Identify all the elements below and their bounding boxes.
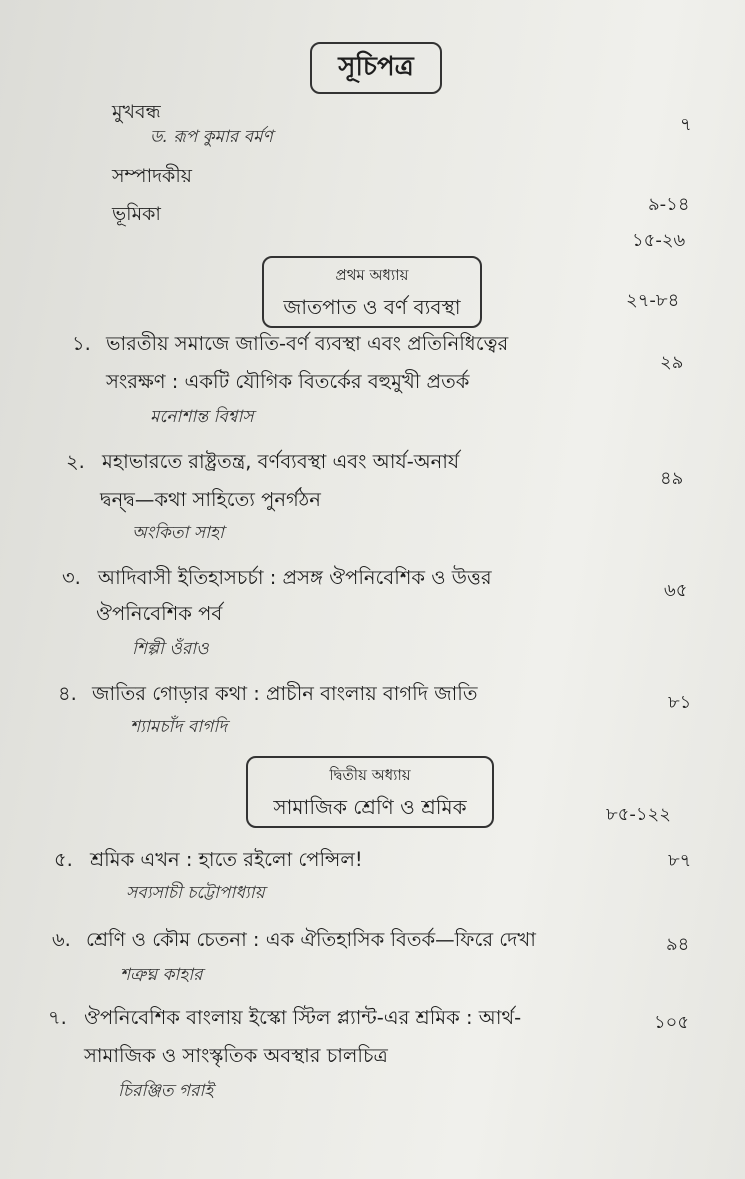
article-author: শিল্পী ওঁরাও [132, 639, 209, 659]
article-author: সব্যসাচী চট্টোপাধ্যায় [126, 883, 265, 903]
article-page: ৪৯ [660, 468, 684, 489]
article-page: ৮১ [668, 692, 692, 713]
article-number: ৩. [62, 566, 81, 589]
article-title: মহাভারতে রাষ্ট্রতন্ত্র, বর্ণব্যবস্থা এবং আর্য-অনার্য [102, 450, 460, 473]
article-number: ২. [66, 450, 85, 473]
chapter-number: দ্বিতীয় অধ্যায় [329, 766, 411, 784]
article-page: ৮৭ [668, 850, 692, 871]
article-page: ১০৫ [654, 1012, 690, 1033]
article-page: ২৯ [660, 352, 684, 373]
front-matter-page: ১৫-২৬ [632, 230, 686, 251]
article-number: ১. [72, 332, 91, 355]
chapter-title: জাতপাত ও বর্ণ ব্যবস্থা [283, 295, 461, 319]
article-title: শ্রমিক এখন : হাতে রইলো পেন্সিল! [90, 848, 363, 871]
article-title: আদিবাসী ইতিহাসচর্চা : প্রসঙ্গ ঔপনিবেশিক ও উত্তর [98, 566, 492, 589]
article-author: শ্যামচাঁদ বাগদি [130, 717, 228, 737]
chapter-heading-box [262, 256, 482, 328]
article-number: ৪. [58, 682, 77, 705]
chapter-number: প্রথম অধ্যায় [335, 266, 409, 284]
article-title: ঔপনিবেশিক পর্ব [96, 602, 223, 625]
article-page: ৯৪ [666, 934, 690, 955]
article-number: ৭. [48, 1006, 67, 1029]
article-title: দ্বন্দ্ব—কথা সাহিত্যে পুনর্গঠন [100, 488, 321, 511]
front-matter-label: সম্পাদকীয় [112, 165, 192, 187]
chapter-heading-box [246, 756, 494, 828]
article-title: সামাজিক ও সাংস্কৃতিক অবস্থার চালচিত্র [84, 1044, 388, 1067]
article-author: শত্রুঘ্ন কাহার [120, 965, 203, 985]
article-title: জাতির গোড়ার কথা : প্রাচীন বাংলায় বাগদি জাতি [92, 682, 478, 705]
chapter-title: সামাজিক শ্রেণি ও শ্রমিক [273, 795, 467, 819]
article-title: ভারতীয় সমাজে জাতি-বর্ণ ব্যবস্থা এবং প্রতিনিধিত্বের [106, 332, 509, 355]
article-number: ৬. [52, 928, 71, 951]
article-author: চিরঞ্জিত গরাই [118, 1081, 214, 1101]
article-page: ৬৫ [664, 580, 688, 601]
front-matter-label: মুখবন্ধ [112, 101, 161, 123]
front-matter-page: ৯-১৪ [648, 194, 690, 215]
chapter-pages: ২৭-৮৪ [626, 290, 680, 311]
front-matter-label: ভূমিকা [112, 203, 161, 225]
article-title: শ্রেণি ও কৌম চেতনা : এক ঐতিহাসিক বিতর্ক—ফিরে দেখা [86, 928, 536, 951]
article-title: ঔপনিবেশিক বাংলায় ইস্কো স্টিল প্ল্যান্ট-এর শ্রমিক : আর্থ- [84, 1006, 522, 1029]
article-author: অংকিতা সাহা [132, 523, 224, 543]
article-author: মনোশান্ত বিশ্বাস [150, 407, 254, 427]
article-title: সংরক্ষণ : একটি যৌগিক বিতর্কের বহুমুখী প্রতর্ক [106, 370, 470, 393]
chapter-pages: ৮৫-১২২ [606, 804, 671, 825]
article-number: ৫. [54, 848, 73, 871]
front-matter-author: ড. রূপ কুমার বর্মণ [150, 127, 273, 147]
front-matter-page: ৭ [680, 114, 692, 135]
page-title: সূচিপত্র [310, 42, 442, 94]
